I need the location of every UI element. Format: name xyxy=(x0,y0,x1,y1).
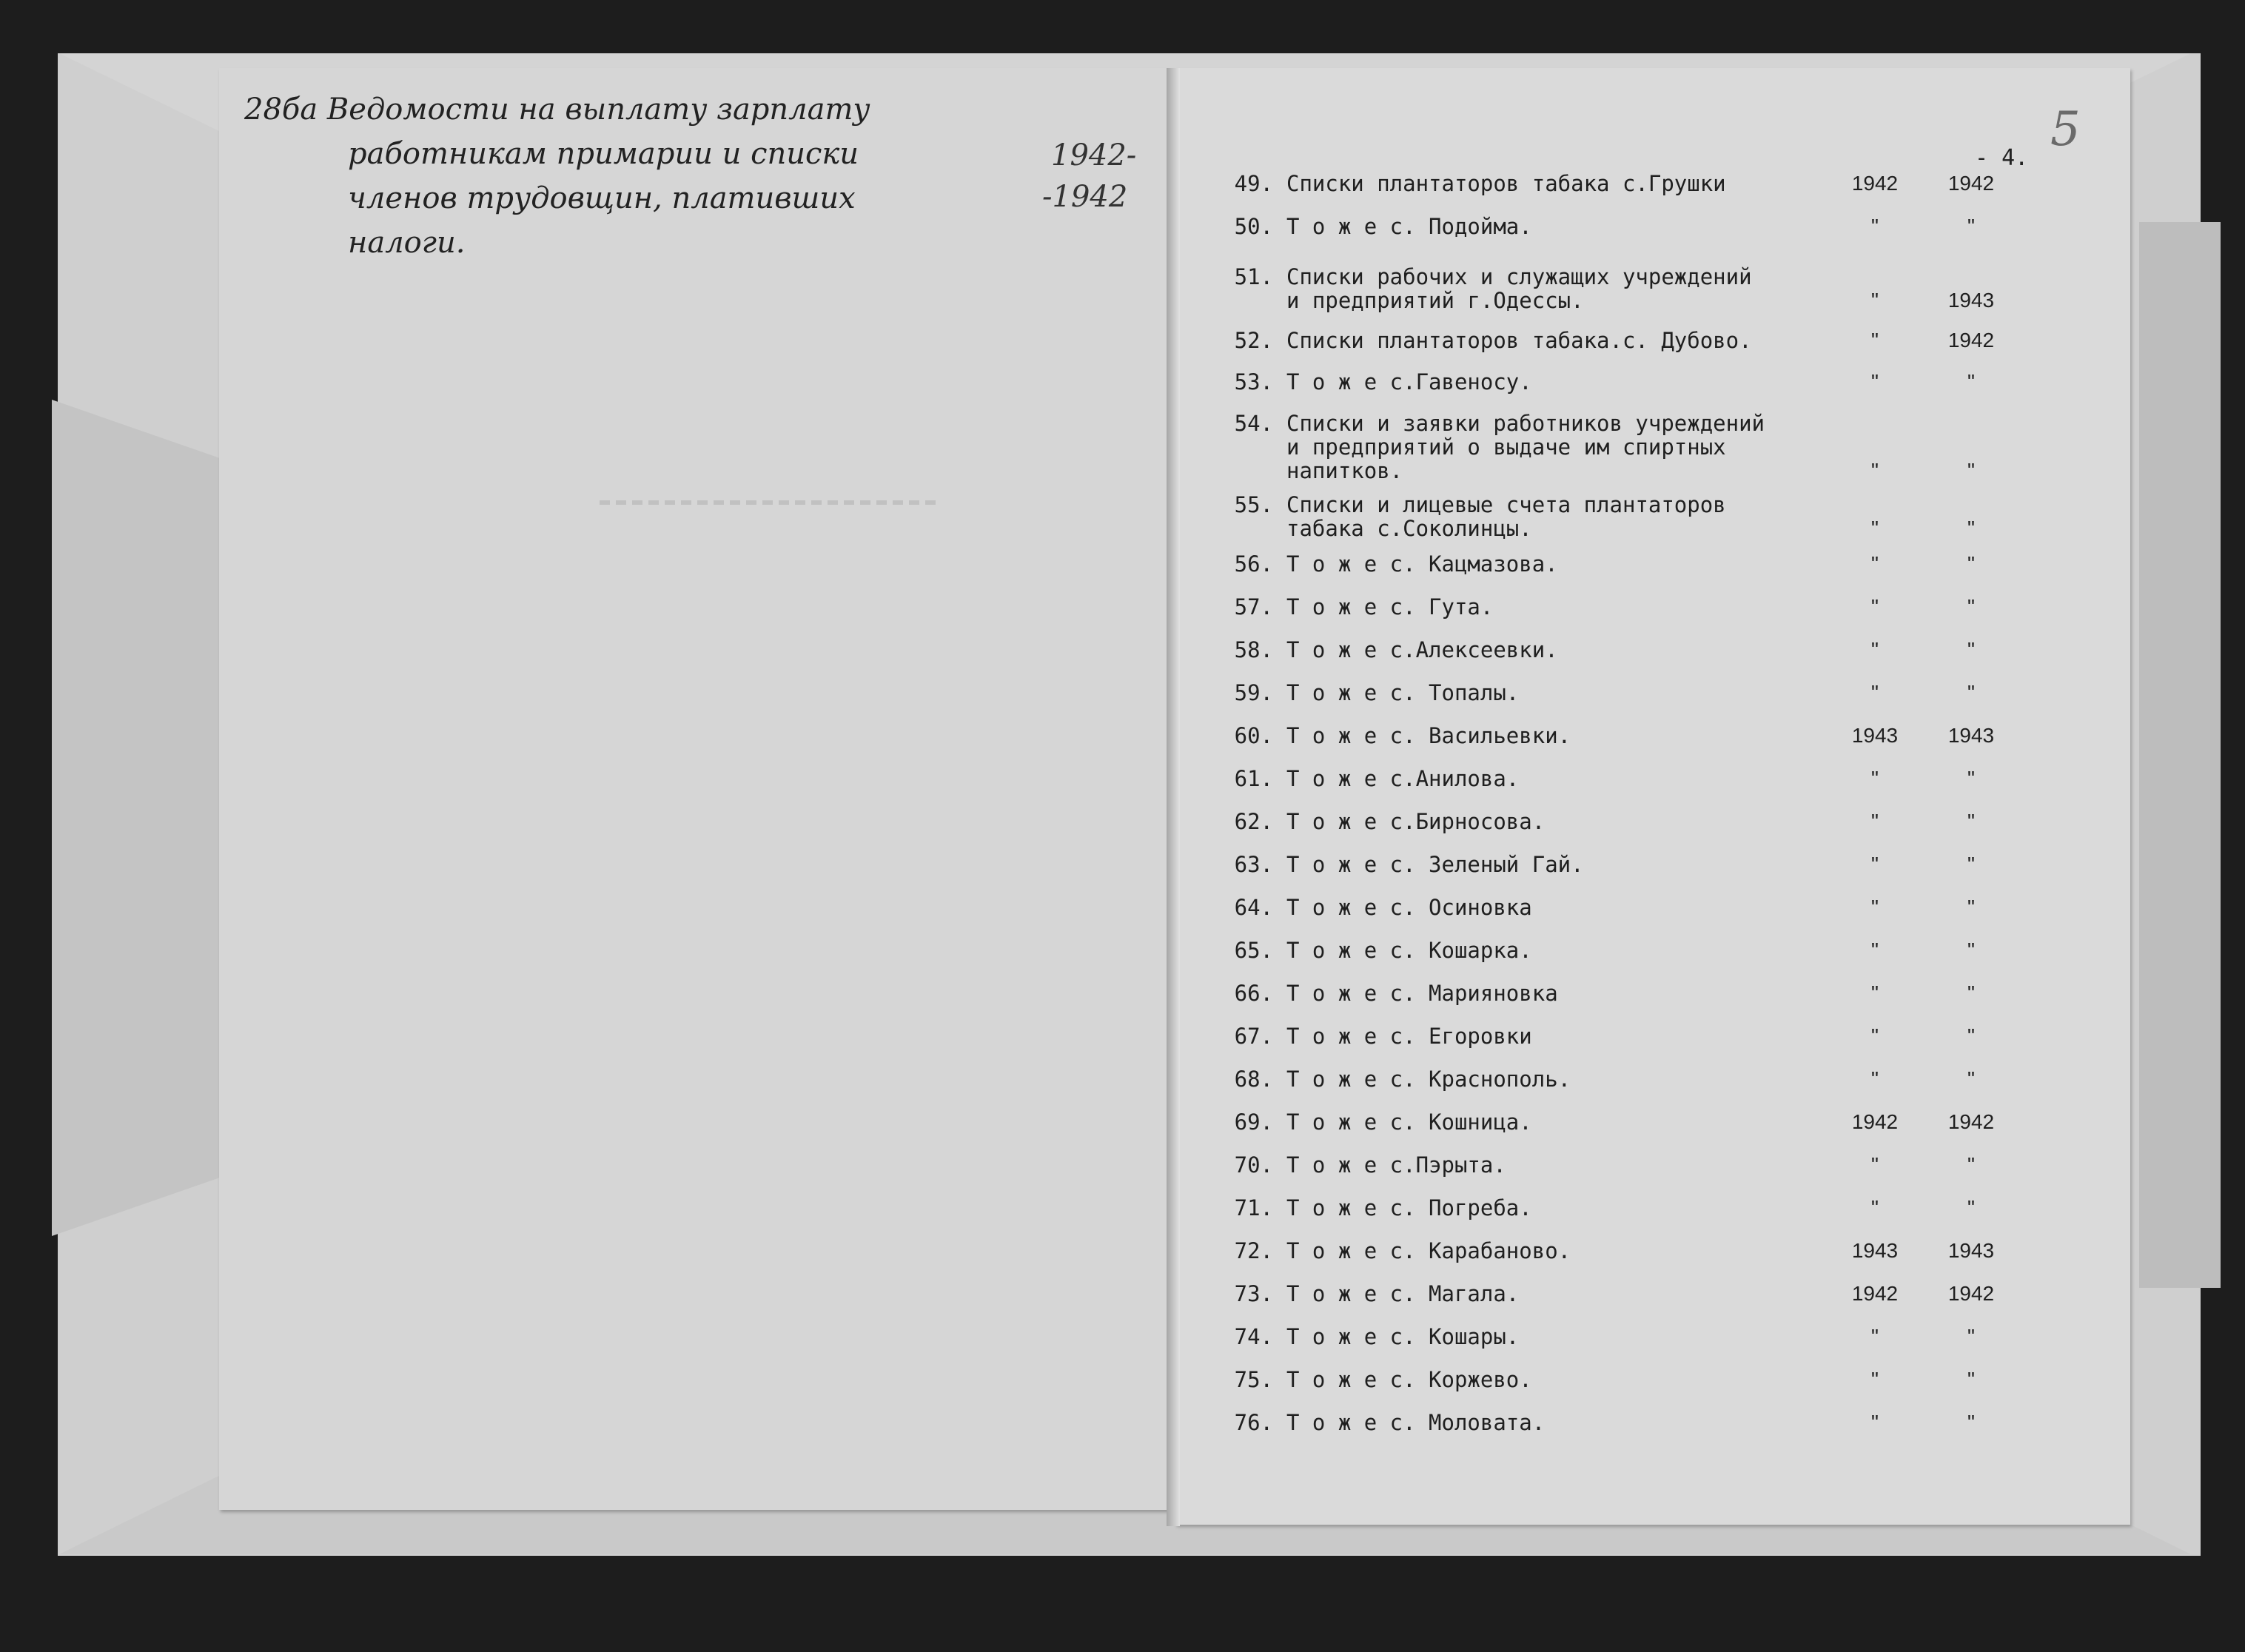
entry-year-start: " xyxy=(1871,1325,1879,1348)
entry-description: Т о ж е с. Марияновка xyxy=(1286,981,1558,1006)
entry-description: Т о ж е с. Коржево. xyxy=(1286,1367,1532,1392)
entry-year-start: " xyxy=(1871,1153,1879,1176)
entry-description: Т о ж е с. Магала. xyxy=(1286,1281,1520,1306)
entry-description: Списки и заявки работников учреждений и предприятий о выдаче им спиртных напитков. xyxy=(1286,411,1765,483)
entry-description: Т о ж е с.Алексеевки. xyxy=(1286,637,1558,662)
entry-year-end: " xyxy=(1967,853,1975,876)
entry-description: Т о ж е с. Кацмазова. xyxy=(1286,551,1558,577)
entry-year-start: " xyxy=(1871,370,1879,393)
handwritten-note xyxy=(244,87,1162,265)
entry-year-end: " xyxy=(1967,939,1975,961)
entry-number: 63. xyxy=(1234,852,1273,877)
folder-flap-right xyxy=(2139,222,2221,1288)
faint-mark xyxy=(600,500,940,505)
handwritten-years xyxy=(1042,135,1137,218)
entry-year-end: " xyxy=(1967,595,1975,618)
entry-year-end: " xyxy=(1967,517,1975,540)
entry-year-start: " xyxy=(1871,595,1879,618)
book-spine xyxy=(1167,68,1180,1526)
entry-year-end: " xyxy=(1967,981,1975,1004)
entry-description: Т о ж е с.Бирносова. xyxy=(1286,809,1546,834)
entry-number: 61. xyxy=(1234,766,1273,791)
entry-year-end: 1942 xyxy=(1947,172,1995,195)
entry-number: 74. xyxy=(1234,1324,1273,1349)
entry-number: 67. xyxy=(1234,1024,1273,1049)
entry-number: 54. xyxy=(1234,411,1273,436)
entry-year-start: " xyxy=(1871,681,1879,704)
entry-year-start: " xyxy=(1871,853,1879,876)
entry-description: Т о ж е с. Егоровки xyxy=(1286,1024,1532,1049)
entry-year-start: " xyxy=(1871,981,1879,1004)
entry-description: Т о ж е с.Гавеносу. xyxy=(1286,369,1532,394)
entry-year-end: 1943 xyxy=(1947,1239,1995,1262)
entry-description: Списки плантаторов табака с.Грушки xyxy=(1286,171,1726,196)
entry-year-start: " xyxy=(1871,459,1879,482)
entry-description: Т о ж е с. Осиновка xyxy=(1286,895,1532,920)
entry-year-start: " xyxy=(1871,517,1879,540)
folder-flap-left xyxy=(52,400,244,1236)
entry-description: Т о ж е с.Пэрыта. xyxy=(1286,1152,1506,1178)
entry-description: Т о ж е с. Топалы. xyxy=(1286,680,1520,705)
handwritten-line: работникам примарии и списки xyxy=(348,137,859,171)
entry-number: 73. xyxy=(1234,1281,1273,1306)
entry-year-start: " xyxy=(1871,1024,1879,1047)
entry-description: Т о ж е с.Анилова. xyxy=(1286,766,1520,791)
entry-description: Т о ж е с. Кошары. xyxy=(1286,1324,1520,1349)
entry-year-start: " xyxy=(1871,767,1879,790)
entry-year-start: 1942 xyxy=(1851,172,1899,195)
entry-number: 62. xyxy=(1234,809,1273,834)
entry-number: 72. xyxy=(1234,1238,1273,1263)
entry-description: Т о ж е с. Гута. xyxy=(1286,594,1494,620)
entry-description: Т о ж е с. Погреба. xyxy=(1286,1195,1532,1220)
entry-number: 52. xyxy=(1234,328,1273,353)
entry-year-start: " xyxy=(1871,215,1879,238)
entry-description: Т о ж е с. Моловата. xyxy=(1286,1410,1546,1435)
entry-description: Списки плантаторов табака.с. Дубово. xyxy=(1286,328,1752,353)
entry-number: 51. xyxy=(1234,264,1273,289)
entry-year-start: 1943 xyxy=(1851,724,1899,747)
entry-number: 68. xyxy=(1234,1067,1273,1092)
entry-year-start: " xyxy=(1871,939,1879,961)
entry-year-end: 1942 xyxy=(1947,329,1995,352)
entry-year-start: " xyxy=(1871,329,1879,352)
entry-description: Т о ж е с. Васильевки. xyxy=(1286,723,1571,748)
entry-year-start: " xyxy=(1871,1196,1879,1219)
entry-year-end: " xyxy=(1967,215,1975,238)
entry-year-end: " xyxy=(1967,1196,1975,1219)
handwritten-line: 28ба Ведомости на выплату зарплату xyxy=(244,93,870,127)
entry-number: 49. xyxy=(1234,171,1273,196)
entry-year-start: " xyxy=(1871,638,1879,661)
entry-number: 50. xyxy=(1234,214,1273,239)
handwritten-line: налоги. xyxy=(348,226,466,260)
entry-year-end: " xyxy=(1967,1153,1975,1176)
entry-year-end: " xyxy=(1967,681,1975,704)
entry-year-end: " xyxy=(1967,1411,1975,1434)
entry-number: 58. xyxy=(1234,637,1273,662)
entry-description: Списки рабочих и служащих учреждений и предприятий г.Одессы. xyxy=(1286,264,1752,313)
entry-year-end: " xyxy=(1967,767,1975,790)
entry-year-end: " xyxy=(1967,552,1975,575)
entry-number: 66. xyxy=(1234,981,1273,1006)
entry-number: 64. xyxy=(1234,895,1273,920)
entry-year-end: 1942 xyxy=(1947,1110,1995,1133)
entry-description: Т о ж е с. Зеленый Гай. xyxy=(1286,852,1584,877)
entry-year-start: " xyxy=(1871,1067,1879,1090)
entry-year-end: " xyxy=(1967,638,1975,661)
entry-number: 56. xyxy=(1234,551,1273,577)
entry-number: 65. xyxy=(1234,938,1273,963)
entry-year-start: " xyxy=(1871,810,1879,833)
entry-year-start: 1942 xyxy=(1851,1282,1899,1305)
entry-description: Списки и лицевые счета плантаторов табака с.Соколинцы. xyxy=(1286,492,1726,541)
handwritten-year-to: -1942 xyxy=(1042,180,1128,214)
entry-number: 53. xyxy=(1234,369,1273,394)
entry-number: 75. xyxy=(1234,1367,1273,1392)
entry-description: Т о ж е с. Кошница. xyxy=(1286,1109,1532,1135)
handwritten-line: членов трудовщин, плативших xyxy=(348,181,856,215)
entry-number: 71. xyxy=(1234,1195,1273,1220)
entry-description: Т о ж е с. Подойма. xyxy=(1286,214,1532,239)
page-number: - 4. xyxy=(1975,145,2029,171)
entry-year-end: " xyxy=(1967,370,1975,393)
entry-description: Т о ж е с. Карабаново. xyxy=(1286,1238,1571,1263)
entry-year-end: " xyxy=(1967,1024,1975,1047)
entry-number: 60. xyxy=(1234,723,1273,748)
entry-year-start: " xyxy=(1871,896,1879,919)
entry-year-start: 1942 xyxy=(1851,1110,1899,1133)
entry-number: 69. xyxy=(1234,1109,1273,1135)
entry-year-start: " xyxy=(1871,1368,1879,1391)
entry-year-start: " xyxy=(1871,289,1879,312)
entry-description: Т о ж е с. Кошарка. xyxy=(1286,938,1532,963)
entry-year-end: " xyxy=(1967,810,1975,833)
entry-year-start: " xyxy=(1871,552,1879,575)
left-page xyxy=(219,68,1172,1510)
entry-year-end: " xyxy=(1967,896,1975,919)
entry-description: Т о ж е с. Краснополь. xyxy=(1286,1067,1571,1092)
entry-year-start: 1943 xyxy=(1851,1239,1899,1262)
entry-number: 59. xyxy=(1234,680,1273,705)
entry-year-end: " xyxy=(1967,459,1975,482)
entry-year-end: 1942 xyxy=(1947,1282,1995,1305)
entry-number: 57. xyxy=(1234,594,1273,620)
entry-number: 76. xyxy=(1234,1410,1273,1435)
entry-year-end: " xyxy=(1967,1067,1975,1090)
entry-year-end: " xyxy=(1967,1368,1975,1391)
entry-number: 55. xyxy=(1234,492,1273,517)
entry-year-start: " xyxy=(1871,1411,1879,1434)
entry-year-end: 1943 xyxy=(1947,289,1995,312)
entry-year-end: " xyxy=(1967,1325,1975,1348)
handwritten-year-from: 1942- xyxy=(1051,138,1137,172)
archive-sheet-number: 5 xyxy=(2050,102,2081,157)
entry-year-end: 1943 xyxy=(1947,724,1995,747)
entry-number: 70. xyxy=(1234,1152,1273,1178)
